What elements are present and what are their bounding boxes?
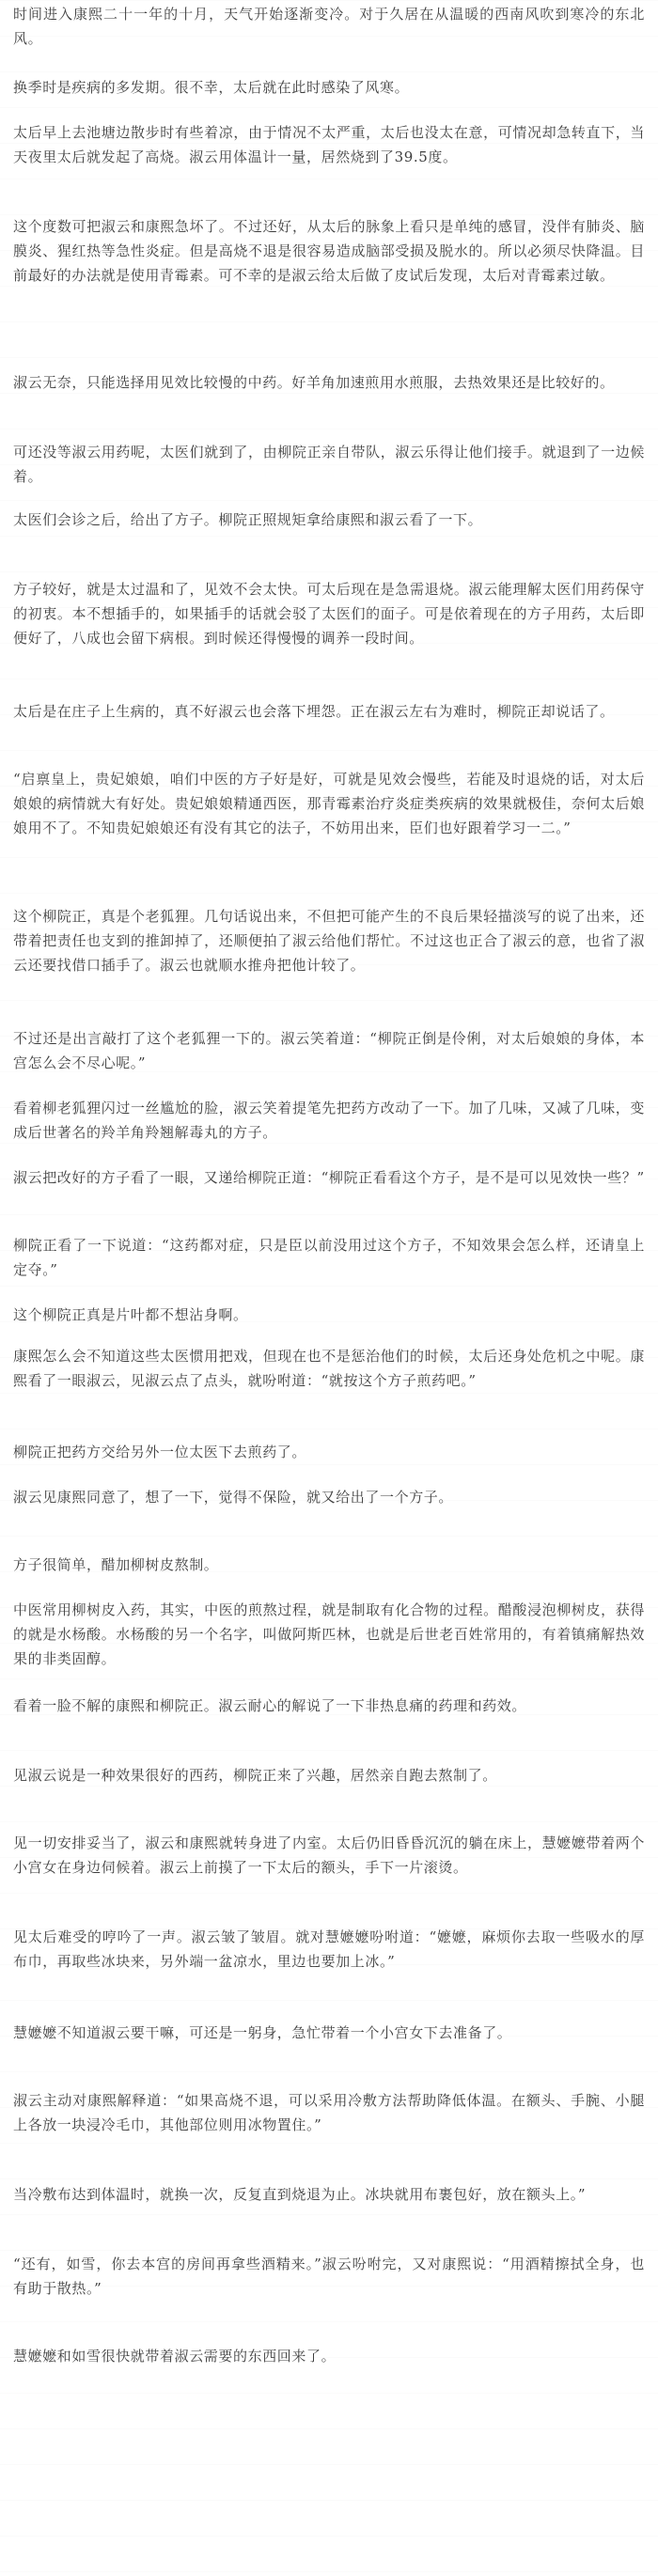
paragraph-27: 淑云主动对康熙解释道：“如果高烧不退，可以采用冷敷方法帮助降低体温。在额头、手腕、小腿上各放一块浸冷毛巾，其他部位则用冰物置住。” — [13, 2092, 645, 2133]
paragraph-4: 这个度数可把淑云和康熙急坏了。不过还好，从太后的脉象上看只是单纯的感冒，没伴有肺炎、脑膜炎、猩红热等急性炎症。但是高烧不退是很容易造成脑部受损及脱水的。所以必须尽快降温。目前最好的办法就是使用青霉素。可不幸的是淑云给太后做了皮试后发现，太后对青霉素过敏。 — [13, 218, 645, 284]
paragraph-20: 方子很简单，醋加柳树皮熬制。 — [13, 1556, 219, 1573]
paragraph-19: 淑云见康熙同意了，想了一下，觉得不保险，就又给出了一个方子。 — [13, 1489, 454, 1506]
paragraph-25: 见太后难受的哼吟了一声。淑云皱了皱眉。就对慧嬷嬷吩咐道：“嬷嬷，麻烦你去取一些吸水的厚布巾，再取些冰块来，另外端一盆凉水，里边也要加上冰。” — [13, 1928, 645, 1970]
paragraph-13: 看着柳老狐狸闪过一丝尴尬的脸，淑云笑着提笔先把药方改动了一下。加了几味，又减了几味，变成后世著名的羚羊角羚翘解毒丸的方子。 — [13, 1100, 645, 1141]
paragraph-5: 淑云无奈，只能选择用见效比较慢的中药。好羊角加速煎用水煎服，去热效果还是比较好的。 — [13, 374, 615, 391]
paragraph-11: 这个柳院正，真是个老狐狸。几句话说出来，不但把可能产生的不良后果轻描淡写的说了出来，还带着把责任也支到的推卸掉了，还顺便拍了淑云给他们帮忙。不过这也正合了淑云的意，也省了淑云还要找借口插手了。淑云也就顺水推舟把他计较了。 — [13, 908, 645, 974]
paragraph-22: 看着一脸不解的康熙和柳院正。淑云耐心的解说了一下非热息痛的药理和药效。 — [13, 1697, 527, 1714]
paragraph-8: 方子较好，就是太过温和了，见效不会太快。可太后现在是急需退烧。淑云能理解太医们用药保守的初衷。本不想插手的，如果插手的话就会驳了太医们的面子。可是依着现在的方子用药，太后即便好了，八成也会留下病根。到时候还得慢慢的调养一段时间。 — [13, 581, 645, 647]
paragraph-1: 时间进入康熙二十一年的十月，天气开始逐渐变冷。对于久居在从温暖的西南风吹到寒冷的东北风。 — [13, 6, 645, 47]
paragraph-24: 见一切安排妥当了，淑云和康熙就转身进了内室。太后仍旧昏昏沉沉的躺在床上，慧嬷嬷带着两个小宫女在身边伺候着。淑云上前摸了一下太后的额头，手下一片滚烫。 — [13, 1834, 645, 1876]
paragraph-23: 见淑云说是一种效果很好的西药，柳院正来了兴趣，居然亲自跑去熬制了。 — [13, 1767, 497, 1784]
paragraph-6: 可还没等淑云用药呢，太医们就到了，由柳院正亲自带队，淑云乐得让他们接手。就退到了一边候着。 — [13, 444, 645, 485]
paragraph-29: “还有，如雪，你去本宫的房间再拿些酒精来。”淑云吩咐完，又对康熙说：“用酒精擦拭全身，也有助于散热。” — [13, 2256, 645, 2297]
paragraph-28: 当冷敷布达到体温时，就换一次，反复直到烧退为止。冰块就用布裹包好，放在额头上。” — [13, 2186, 587, 2203]
paragraph-10: “启禀皇上，贵妃娘娘，咱们中医的方子好是好，可就是见效会慢些，若能及时退烧的话，对太后娘娘的病情就大有好处。贵妃娘娘精通西医，那青霉素治疗炎症类疾病的效果就极佳，奈何太后娘娘用不了。不知贵妃娘娘还有没有其它的法子，不妨用出来，臣们也好跟着学习一二。” — [13, 771, 645, 836]
paragraph-15: 柳院正看了一下说道：“这药都对症，只是臣以前没用过这个方子，不知效果会怎么样，还请皇上定夺。” — [13, 1237, 645, 1278]
paragraph-2: 换季时是疾病的多发期。很不幸，太后就在此时感染了风寒。 — [13, 79, 410, 96]
paragraph-9: 太后是在庄子上生病的，真不好淑云也会落下埋怨。正在淑云左右为难时，柳院正却说话了。 — [13, 703, 615, 720]
paragraph-18: 柳院正把药方交给另外一位太医下去煎药了。 — [13, 1444, 307, 1460]
paragraph-16: 这个柳院正真是片叶都不想沾身啊。 — [13, 1306, 248, 1323]
paragraph-26: 慧嬷嬷不知道淑云要干嘛，可还是一躬身，急忙带着一个小宫女下去准备了。 — [13, 2024, 512, 2041]
paragraph-30: 慧嬷嬷和如雪很快就带着淑云需要的东西回来了。 — [13, 2348, 337, 2365]
paragraph-14: 淑云把改好的方子看了一眼，又递给柳院正道：“柳院正看看这个方子，是不是可以见效快一些？” — [13, 1169, 645, 1186]
paragraph-21: 中医常用柳树皮入药，其实，中医的煎熬过程，就是制取有化合物的过程。醋酸浸泡柳树皮，获得的就是水杨酸。水杨酸的另一个名字，叫做阿斯匹林，也就是后世老百姓常用的，有着镇痛解热效果的非类固醇。 — [13, 1601, 645, 1667]
paragraph-3: 太后早上去池塘边散步时有些着凉，由于情况不太严重，太后也没太在意，可情况却急转直下，当天夜里太后就发起了高烧。淑云用体温计一量，居然烧到了39.5度。 — [13, 124, 645, 165]
paragraph-7: 太医们会诊之后，给出了方子。柳院正照规矩拿给康熙和淑云看了一下。 — [13, 511, 483, 528]
paragraph-12: 不过还是出言敲打了这个老狐狸一下的。淑云笑着道：“柳院正倒是伶俐，对太后娘娘的身体，本宫怎么会不尽心呢。” — [13, 1030, 645, 1071]
paragraph-17: 康熙怎么会不知道这些太医惯用把戏，但现在也不是惩治他们的时候，太后还身处危机之中呢。康熙看了一眼淑云，见淑云点了点头，就吩咐道：“就按这个方子煎药吧。” — [13, 1348, 645, 1389]
